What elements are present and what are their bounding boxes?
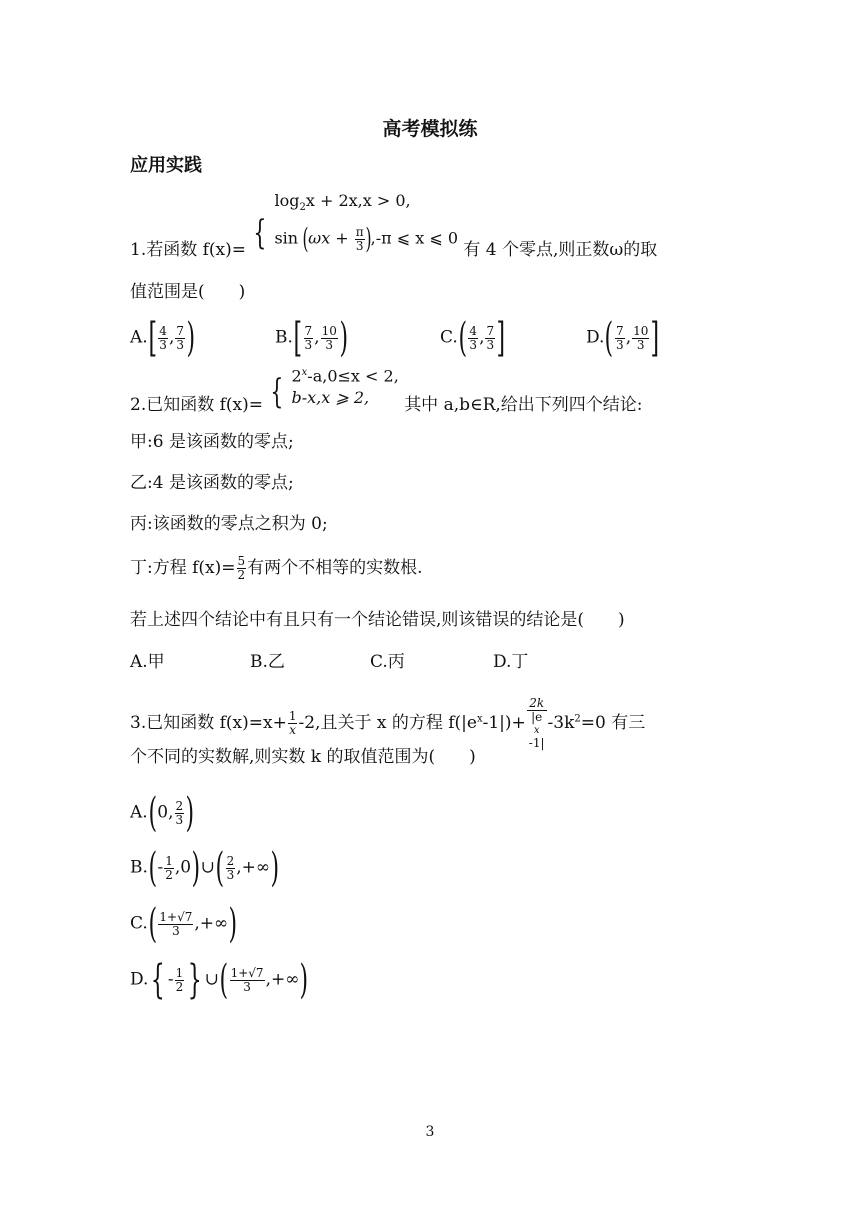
q3-option-a[interactable]: A.(0, $\frac{2}{3}$ ): [130, 790, 195, 836]
page-number: 3: [425, 1124, 435, 1140]
q2-suffix: 其中 a,b∈R,给出下列四个结论:: [404, 395, 643, 416]
paren-close-icon: ): [365, 222, 372, 256]
q3-option-d[interactable]: D.{ - $\frac{1}{2}$ } ∪( $\frac{1+√7}{3}$ ,+∞): [130, 957, 309, 1003]
q1-case2-arg: ωx +: [308, 228, 349, 248]
q1-case2-sin: sin: [274, 228, 299, 248]
q1-prefix: 1.若函数 f(x)=: [130, 240, 247, 261]
q2-statement-2: 乙:4 是该函数的零点;: [130, 473, 294, 493]
q1-suffix: 有 4 个零点,则正数ω的取: [463, 240, 658, 261]
q1-option-d[interactable]: D.( $\frac{7}{3}$ , $\frac{10}{3}$ ]: [586, 315, 660, 361]
q2-prefix: 2.已知函数 f(x)=: [130, 395, 264, 416]
q2-option-a[interactable]: A.甲: [130, 652, 165, 672]
q1-case1-sub: 2: [299, 202, 306, 214]
q3-option-c[interactable]: C.( $\frac{1+√7}{3}$ ,+∞): [130, 901, 238, 947]
question-2: [130, 368, 643, 418]
section-heading: 应用实践: [130, 155, 202, 176]
q1-case1-rest: x + 2x,x > 0,: [305, 191, 411, 210]
q1-line2: 值范围是( ): [130, 282, 246, 302]
q2-statement-3: 丙:该函数的零点之积为 0;: [130, 514, 328, 534]
q1-case2-domain: ,-π ⩽ x ⩽ 0: [370, 228, 458, 248]
q2-statement-1: 甲:6 是该函数的零点;: [130, 432, 294, 452]
q1-option-b[interactable]: B.[ $\frac{7}{3}$ , $\frac{10}{3}$ ): [275, 315, 348, 361]
page-title: 高考模拟练: [382, 118, 478, 140]
q2-case2: b-x,x ⩾ 2,: [291, 388, 370, 408]
q2-statement-4: 丁:方程 f(x)= $\frac{5}{2}$ 有两个不相等的实数根.: [130, 554, 423, 582]
q1-option-c[interactable]: C.( $\frac{4}{3}$ , $\frac{7}{3}$ ]: [440, 315, 506, 361]
q1-case1-log: log: [274, 191, 300, 210]
q1-piecewise: [274, 190, 458, 259]
q1-option-a[interactable]: A.[ $\frac{4}{3}$ , $\frac{7}{3}$ ): [130, 315, 196, 361]
q2-question: 若上述四个结论中有且只有一个结论错误,则该错误的结论是( ): [130, 610, 625, 630]
q2-piecewise: $2^x-a,0\le x < 2$, b-x,x ⩾ 2,: [291, 366, 399, 408]
q1-case2-frac: $\frac{\pi}{3}$: [355, 224, 364, 253]
brace-icon: {: [270, 371, 284, 412]
question-3: 3.已知函数 f(x)=x+ $\frac{1}{x}$ -2,且关于 x 的方程 $f(|e^x-1|)+$ 2k |e x -1| $-3k^2=0$ 有三: [130, 696, 646, 750]
brace-icon: {: [253, 212, 267, 253]
paren-open-icon: (: [302, 222, 309, 256]
question-1: [130, 191, 658, 266]
q3-option-b[interactable]: B.(- $\frac{1}{2}$ ,0)∪( $\frac{2}{3}$ ,+∞): [130, 845, 280, 891]
q2-option-c[interactable]: C.丙: [370, 652, 405, 672]
q3-line2: 个不同的实数解,则实数 k 的取值范围为( ): [130, 747, 476, 767]
q2-option-b[interactable]: B.乙: [250, 652, 285, 672]
q2-option-d[interactable]: D.丁: [493, 652, 529, 672]
